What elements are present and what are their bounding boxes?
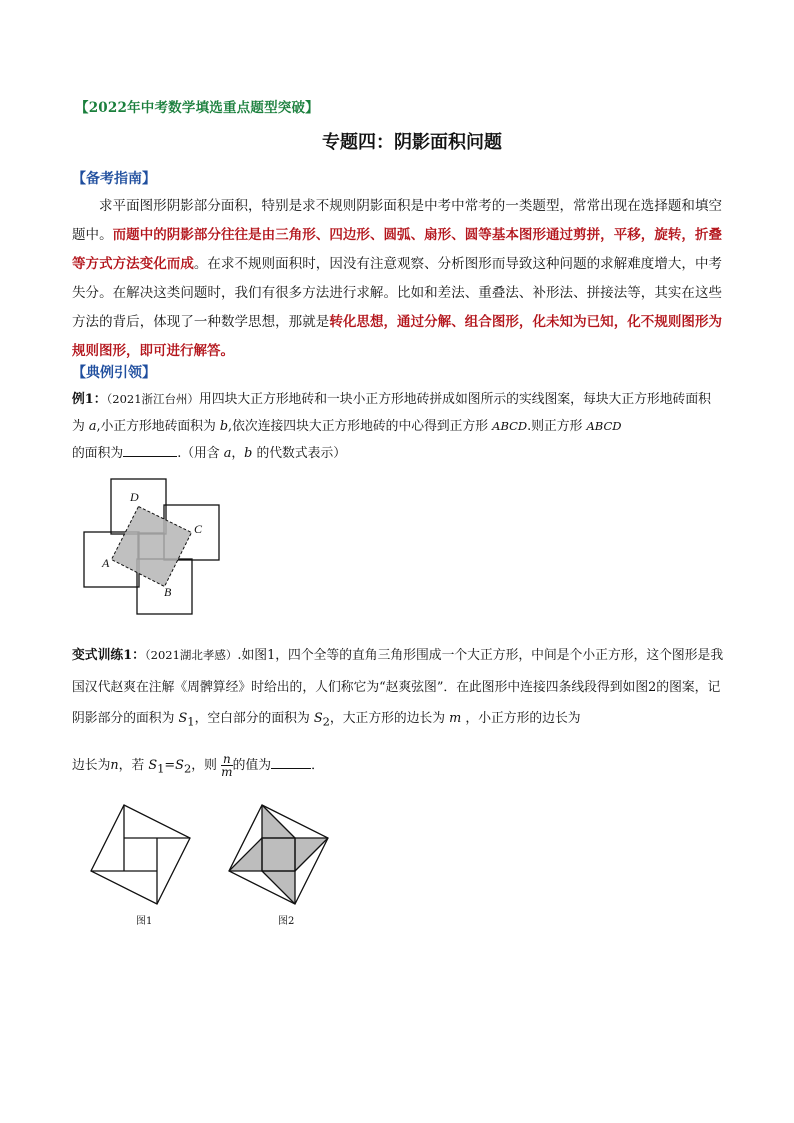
example-1-sentence-3: ,依次连接四块大正方形地砖的中心得到正方形 [228,419,489,434]
variant-1-sentence-2: ，空白部分的面积为 [194,711,310,726]
variant-1-sentence-1: .如图1，四个全等的直角三角形围成一个大正方形，中间是个小正方形，这个图形是我国汉代赵爽在注解《周髀算经》时给出的，人们称它为“赵爽弦图”．在此图形中连接四条线段得到如图2的图案，记阴影部分的面积为 [72,648,724,726]
figure-2-caption: 图2 [278,916,295,927]
example-1-source: （2021浙江台州） [106,392,200,406]
var-s1-subscript: 1 [187,714,195,729]
guide-text-2: 。在求不规则面积时，因没有注意观察、分析图形而导致这种问题的求解难度增大，中考失分。在解决这类问题时，我们有很多方法进行求解。比如和差法、重叠法、补形法、拼接法等，其实在这些方法的背后，体现了一种数学思想，那就是 [72,256,723,330]
section-heading-examples: 【典例引领】 [72,365,156,381]
eq-s1-subscript: 1 [157,761,165,776]
variant-1-sentence-8: ． [311,758,324,773]
var-b: b [219,419,229,434]
var-n: n [110,758,119,773]
vertex-label-a: A [102,556,110,570]
guide-highlight-3: 通过分解、组合图形，化未知为已知，化不规则图形为规则图形，即可进行解答。 [72,314,723,359]
example-1-separator: ， [231,446,245,461]
vertex-label-b: B [164,585,172,599]
variant-1-text [72,640,728,738]
var-s2-subscript: 2 [322,714,330,729]
example-1-text [72,386,728,467]
example-1-sentence-4: .则正方形 [527,419,583,434]
guide-paragraph [72,192,722,366]
var-s2: S [313,711,323,726]
example-1-label: 例1： [72,392,107,407]
example-1-sentence-5: 的面积为 [72,446,124,461]
variant-1-sentence-7: 的值为 [232,758,272,773]
vertex-label-c: C [194,522,203,536]
var-a: a [88,419,97,434]
example-1-sentence-6: .（用含 [177,446,220,461]
figure-2-diagram [224,800,334,910]
variant-1-sentence-3: ，大正方形的边长为 [329,711,446,726]
variant-1-sentence-5: ，若 [118,758,145,773]
square-abcd-label: ABCD [492,419,528,433]
var-s1: S [178,711,188,726]
tiling-figure [80,475,230,617]
page-title: 专题四：阴影面积问题 [322,132,502,153]
variant-1-sentence-4: ，小正方形的边长为 [465,711,581,726]
guide-separator: ， [383,314,398,330]
var-b-2: b [244,446,253,461]
guide-highlight-1: 而题中的阴影部分往往是由三角形、四边形、圆弧、扇形、圆等基本图形通过剪拼，平移，旋转，折叠等方式方法变化而成 [72,227,723,272]
eq-s2: S [175,758,184,773]
var-m: m [449,711,462,726]
figure-1-diagram [86,800,196,910]
eq-sign: = [164,758,176,773]
variant-answer-blank [271,754,311,769]
document-banner: 【2022年中考数学填选重点题型突破】 [75,100,319,116]
var-a-2: a [223,446,232,461]
vertex-label-d: D [130,490,139,504]
guide-text-1: 求平面图形阴影部分面积，特别是求不规则阴影面积是中考中常考的一类题型，常常出现在选择题和填空题中。 [72,198,722,243]
variant-1-last-line: 边长为n，若 $S_1=S_2$，则 $\frac{n}{m}$ 的值为 ． [72,752,324,779]
fraction-n-over-m [221,753,233,778]
eq-s1: S [148,758,158,773]
fraction-numerator: n [222,752,231,766]
square-abcd-label-2: ABCD [586,419,622,433]
square-abcd [112,507,192,587]
fraction-denominator: m [221,765,233,779]
answer-blank [123,442,177,457]
example-1-sentence-1: 用四块大正方形地砖和一块小正方形地砖拼成如图所示的实线图案，每块大正方形地砖面积为 [72,392,711,434]
guide-highlight-2: 转化思想 [329,314,384,330]
variant-1-sentence-6: ，则 [191,758,217,773]
figure-1-caption: 图1 [136,916,153,927]
outer-square [91,805,190,904]
eq-s2-subscript: 2 [183,761,192,776]
example-1-sentence-2: ,小正方形地砖面积为 [96,419,216,434]
section-heading-guide: 【备考指南】 [72,171,156,187]
variant-1-source: （2021湖北孝感） [144,648,238,662]
example-1-sentence-7: 的代数式表示） [256,446,347,461]
variant-1-label: 变式训练1： [72,648,145,663]
